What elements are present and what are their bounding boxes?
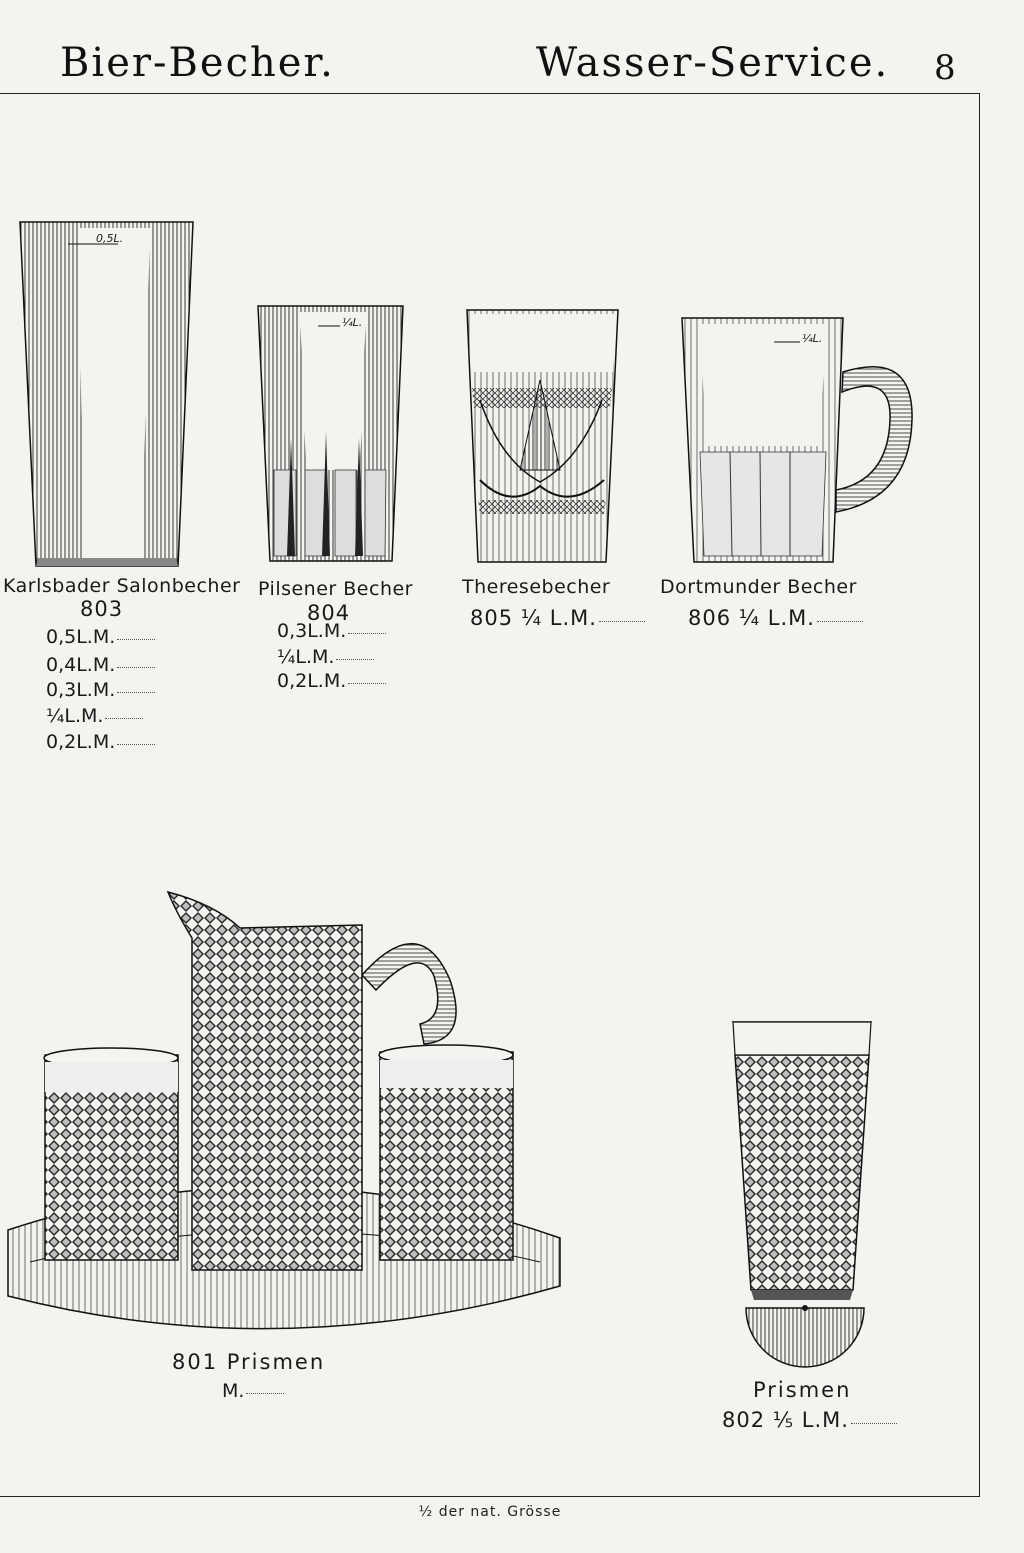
- mug-806-fill-mark: ¼L.: [802, 332, 823, 345]
- tumbler-802-number-size: 802 ⅕ L.M.: [722, 1408, 897, 1432]
- mug-806-illustration: [682, 318, 912, 562]
- glass-804-illustration: [258, 306, 403, 561]
- glass-804-size-3: 0,2L.M.: [277, 670, 386, 692]
- glass-803-name: Karlsbader Salonbecher: [3, 575, 241, 597]
- water-service-801-illustration: [8, 892, 560, 1329]
- glass-803-size-5: 0,2L.M.: [46, 731, 155, 753]
- mug-806-number-size: 806 ¼ L.M.: [688, 606, 863, 630]
- scale-note: ½ der nat. Grösse: [418, 1504, 562, 1520]
- mug-806-name: Dortmunder Becher: [660, 576, 857, 598]
- glass-803-size-2: 0,4L.M.: [46, 654, 155, 676]
- glass-805-name: Theresebecher: [462, 576, 611, 598]
- glass-803-size-4: ¼L.M.: [46, 705, 143, 727]
- service-801-size: M.: [222, 1380, 284, 1402]
- glass-804-size-1: 0,3L.M.: [277, 620, 386, 642]
- glass-804-fill-mark: ¼L.: [342, 316, 363, 329]
- glass-803-number: 803: [80, 597, 124, 621]
- glass-805-illustration: [467, 310, 618, 562]
- service-801-label: 801 Prismen: [172, 1350, 326, 1374]
- tumbler-802-illustration: [733, 1022, 871, 1367]
- glass-805-number-size: 805 ¼ L.M.: [470, 606, 645, 630]
- glass-804-size-2: ¼L.M.: [277, 646, 374, 668]
- tumbler-802-name: Prismen: [753, 1378, 852, 1402]
- glass-804-number: 804: [307, 601, 351, 625]
- glass-803-illustration: [20, 222, 193, 566]
- glass-804-name: Pilsener Becher: [258, 578, 413, 600]
- page-number: 8: [934, 48, 956, 88]
- glass-803-size-1: 0,5L.M.: [46, 626, 155, 648]
- glass-803-size-3: 0,3L.M.: [46, 679, 155, 701]
- glass-803-fill-mark: 0,5L.: [96, 232, 124, 245]
- header-title-bier-becher: Bier-Becher.: [60, 40, 335, 86]
- header-title-wasser-service: Wasser-Service.: [536, 40, 890, 86]
